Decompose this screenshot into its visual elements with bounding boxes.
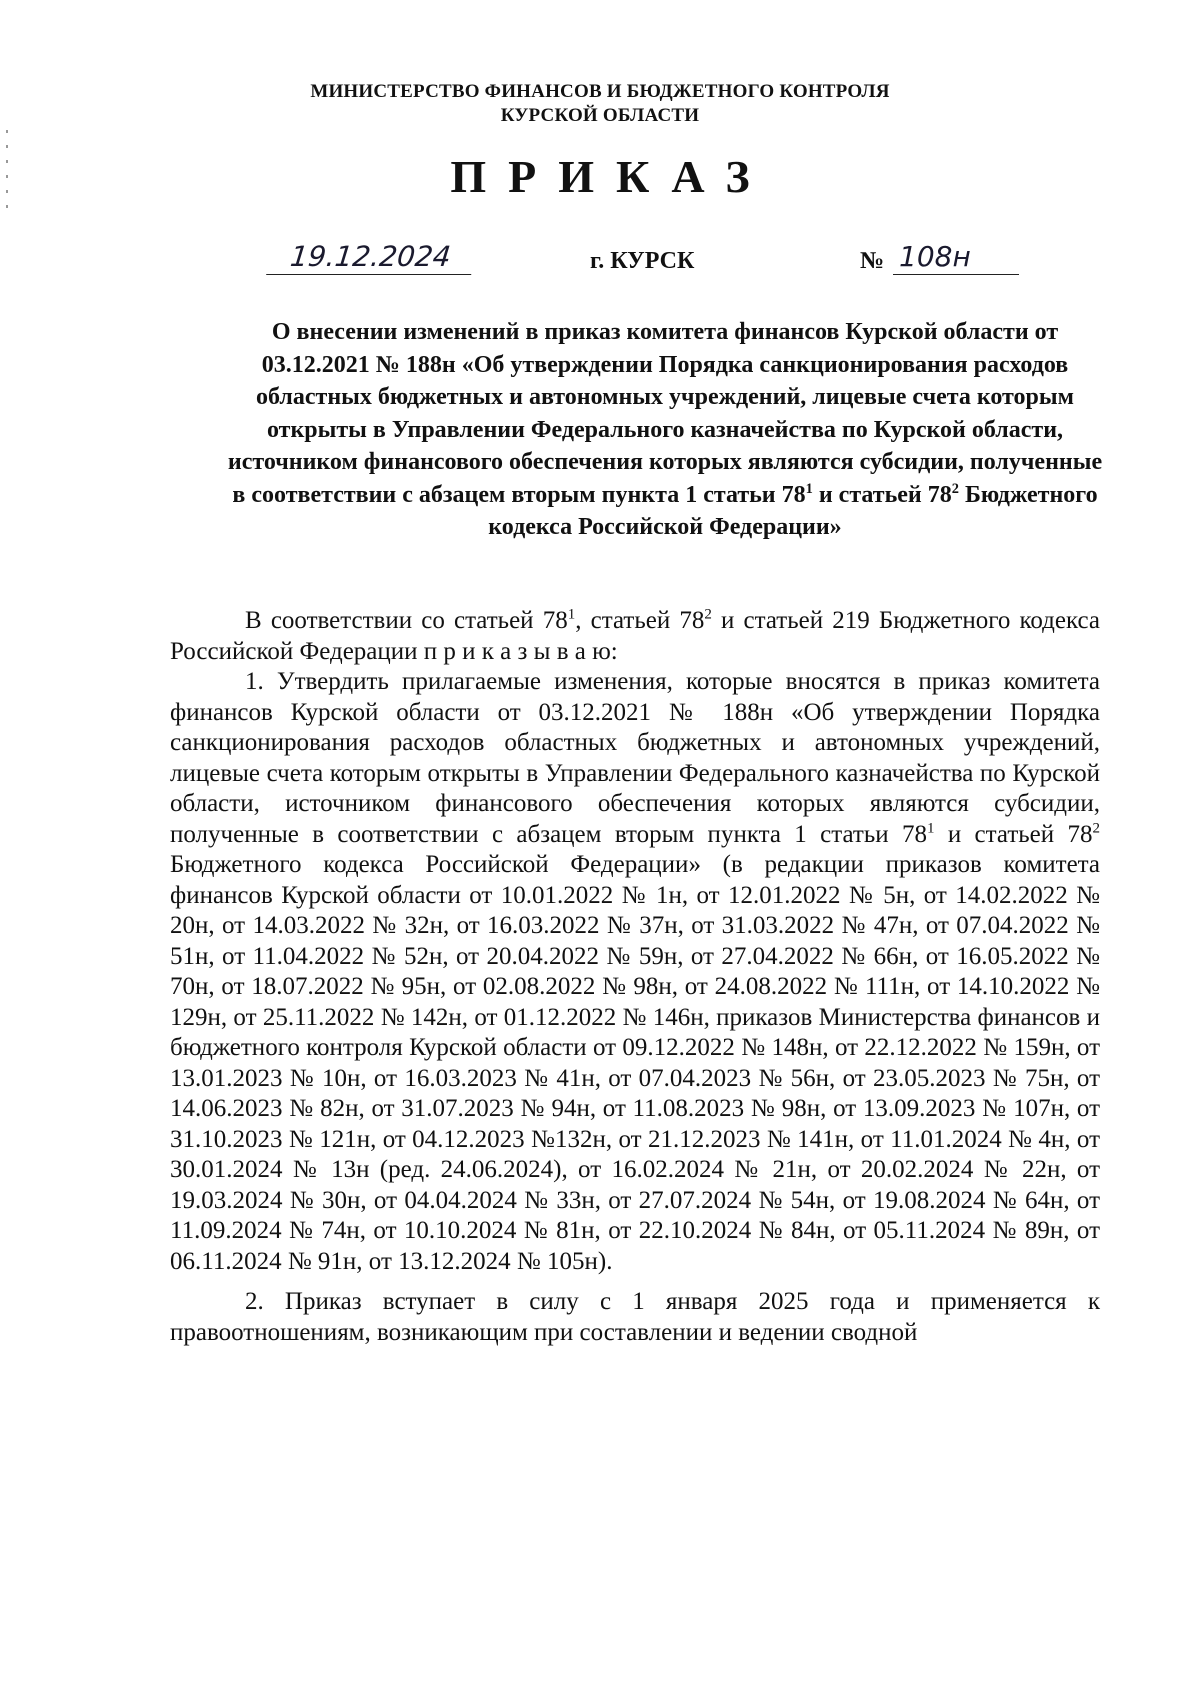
heading-text-end: Бюджетного кодекса Российской Федерации» <box>488 481 1098 540</box>
ministry-line-1: МИНИСТЕРСТВО ФИНАНСОВ И БЮДЖЕТНОГО КОНТРОЛЯ <box>310 81 890 102</box>
paragraph-1-sup-2: 2 <box>1092 820 1100 837</box>
preamble-sup-1: 1 <box>567 606 576 623</box>
heading-sup-1: 1 <box>805 480 813 497</box>
paragraph-1-text-a: 1. Утвердить прилагаемые изменения, которые вносятся в приказ комитета финансов Курской области от 03.12.2021 № 188н «Об утверждении Порядка санкционирования расходов областных бюджетных и автономных учреждений, лицевые счета которым открыты в Управлении Федерального казначейства по Курской области, источником финансового обеспечения которых являются субсидии, полученные в соответствии с абзацем вторым пункта 1 статьи 78 <box>170 668 1100 848</box>
preamble-sup-2: 2 <box>704 606 712 623</box>
order-city: г. КУРСК <box>590 248 695 274</box>
ministry-header <box>0 80 1200 128</box>
paragraph-1-sup-1: 1 <box>926 820 935 837</box>
order-number: 108н <box>893 240 1019 275</box>
order-body <box>170 606 1100 1348</box>
paragraph-1-text-b: и статьей 78 <box>934 820 1093 848</box>
heading-text: О внесении изменений в приказ комитета финансов Курской области от 03.12.2021 № 188н «Об утверждении Порядка санкционирования расходов областных бюджетных и автономных учреждений, лицевые счета которым открыты в Управлении Федерального казначейства по Курской области, источником финансового обеспечения которых являются субсидии, полученные в соответствии с абзацем вторым пункта 1 статьи 78 <box>227 319 1103 508</box>
heading-sup-2: 2 <box>951 480 959 497</box>
paragraph-1-text-c: Бюджетного кодекса Российской Федерации» (в редакции приказов комитета финансов Курской области от 10.01.2022 № 1н, от 12.01.2022 № 5н, от 14.02.2022 № 20н, от 14.03.2022 № 32н, от 16.03.2022 № 37н, от 31.03.2022 № 47н, от 07.04.2022 № 51н, от 11.04.2022 № 52н, от 20.04.2022 № 59н, от 27.04.2022 № 66н, от 16.05.2022 № 70н, от 18.07.2022 № 95н, от 02.08.2022 № 98н, от 24.08.2022 № 111н, от 14.10.2022 № 129н, от 25.11.2022 № 142н, от 01.12.2022 № 146н, приказов Министерства финансов и бюджетного контроля Курской области от 09.12.2022 № 148н, от 22.12.2022 № 159н, от 13.01.2023 № 10н, от 16.03.2023 № 41н, от 07.04.2023 № 56н, от 23.05.2023 № 75н, от 14.06.2023 № 82н, от 31.07.2023 № 94н, от 11.08.2023 № 98н, от 13.09.2023 № 107н, от 31.10.2023 № 121н, от 04.12.2023 №132н, от 21.12.2023 № 141н, от 11.01.2024 № 4н, от 30.01.2024 № 13н (ред. 24.06.2024), от 16.02.2024 № 21н, от 20.02.2024 № 22н, от 19.03.2024 № 30н, от 04.04.2024 № 33н, от 27.07.2024 № 54н, от 19.08.2024 № 64н, от 11.09.2024 № 74н, от 10.10.2024 № 81н, от 22.10.2024 № 84н, от 05.11.2024 № 89н, от 06.11.2024 № 91н, от 13.12.2024 № 105н). <box>170 851 1100 1275</box>
heading-text-mid: и статьей 78 <box>812 481 952 508</box>
order-heading <box>225 316 1105 544</box>
preamble-paragraph <box>170 606 1100 667</box>
ministry-line-2: КУРСКОЙ ОБЛАСТИ <box>500 105 700 126</box>
preamble-text-c: и статьей 219 Бюджетного кодекса Российской Федерации п р и к а з ы в а ю: <box>170 607 1101 665</box>
order-date: 19.12.2024 <box>266 240 475 275</box>
order-number-label: № <box>860 248 885 274</box>
preamble-text-b: , статьей 78 <box>575 607 705 634</box>
preamble-text-a: В соответствии со статьей 78 <box>245 607 568 634</box>
paragraph-1 <box>170 667 1100 1277</box>
document-type-title: ПРИКАЗ <box>450 151 772 202</box>
paragraph-2: 2. Приказ вступает в силу с 1 января 2025 года и применяется к правоотношениям, возникающим при составлении и ведении сводной <box>170 1288 1100 1346</box>
